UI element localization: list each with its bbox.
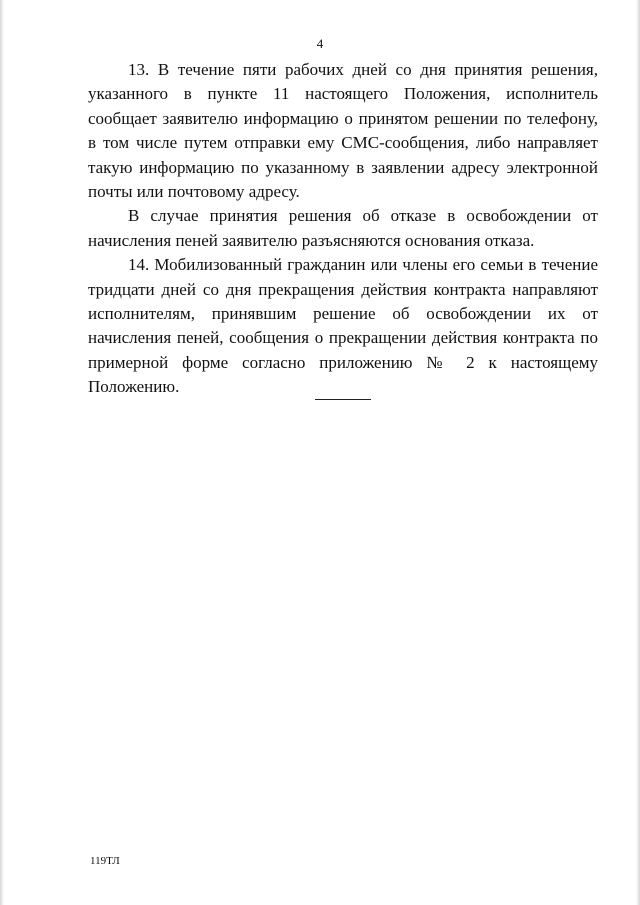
paragraph-13: 13. В течение пяти рабочих дней со дня принятия решения, указанного в пункте 11 настоящего Положения, исполнитель сообщает заявителю информацию о принятом решении по телефону, в том числе путем отправки ему СМС-сообщения, либо направляет такую информацию по указанному в заявлении адресу электронной почты или почтовому адресу. [88, 60, 598, 202]
document-body [88, 58, 598, 400]
end-of-text-divider [315, 399, 371, 400]
paragraph-refusal: В случае принятия решения об отказе в освобождении от начисления пеней заявителю разъясняются основания отказа. [88, 206, 598, 250]
paragraph-14: 14. Мобилизованный гражданин или члены его семьи в течение тридцати дней со дня прекращения действия контракта направляют исполнителям, принявшим решение об освобождении их от начисления пеней, сообщения о прекращении действия контракта по примерной форме согласно приложению № 2 к настоящему Положению. [88, 255, 598, 397]
scan-edge-right [636, 0, 640, 905]
scan-edge-left [0, 0, 4, 905]
document-code: 119ТЛ [90, 855, 120, 867]
page-number: 4 [316, 36, 324, 51]
